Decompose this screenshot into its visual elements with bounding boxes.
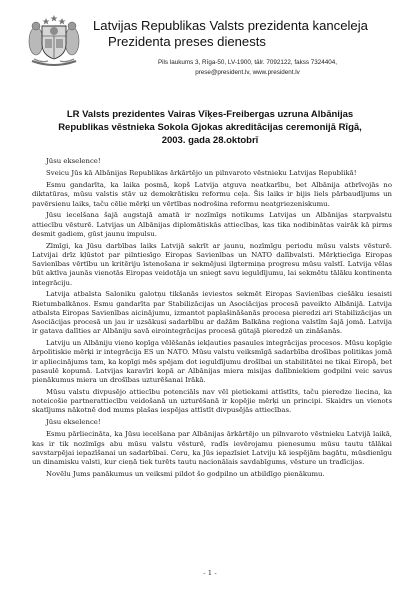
latvian-coat-of-arms-icon [26,11,82,67]
salutation: Jūsu ekselence! [46,418,101,427]
speech-paragraph: Esmu pārliecināta, ka Jūsu iecelšana par Albānijas ārkārtējo un pilnvaroto vēstnieku Latvijā laikā, kas ir tik nozīmīgs abu mūsu valstu vēsturē, radīs ievērojamu pienesumu mūsu tautu tālākai savstarpējai iepazīšanai un sadarbībai. Ceru, ka Jūs iepazīsiet Latviju kā iespējām bagātu, mūsdienīgu un dinamisku valsti, kur cieņā tiek turēts tautu nacionālais savdabīgums, vēsture un tradīcijas. [32,430,392,466]
speech-paragraph: Latvija atbalsta Saloniku galotņu tikšanās ieviestos sekmēt Eiropas Savienības ciešāku iesaisti Rietumbalkānos. Esmu gandarīta par Stabilizācijas un Asociācijas procesā paveikto Albānijā. Latvija atbalsta Eiropas Savienības aicinājumu, izmantot paplašināšanās procesa pieredzi ari Stabilizācijas un Asociācijas procesā un jau ir uzsākusi sadarbību ar dažām Balkāna reģiona valstīm šajā jomā. Latvija ir gatava dalīties ar Albāniju savā eirointegrācijas procesā gūtajā pieredzē un zināšanās. [32,290,392,336]
speech-paragraph: Sveicu Jūs kā Albānijas Republikas ārkārtējo un pilnvaroto vēstnieku Latvijas Republikā! [46,169,357,178]
letterhead [22,8,402,98]
page-number: - 1 - [203,569,217,577]
letterhead-text [93,18,402,78]
office-title: Latvijas Republikas Valsts prezidenta kanceleja [93,18,368,33]
speech-paragraph: Zīmīgi, ka Jūsu darbības laiks Latvijā sakrīt ar jaunu, nozīmīgu periodu mūsu valsts vēsturē. Latvijai drīz kļūstot par pilntiesīgo Eiropas Savienības un NATO dalībvalsti. Mērķtiecīga Eiropas Savienības vērtību un kritēriju īstenošana ir sekmējusi ilgtermiņa progresu mūsu valstī. Latvija vēlas būt aktīva jaunās vienotās Eiropas veidotāja un sniegt savu ieguldījumu, lai sekmētu tālāku kontinenta integrāciju. [32,241,392,287]
closing-paragraph: Novēlu Jums panākumus un veiksmi pildot šo godpilno un atbildīgo pienākumu. [46,469,325,478]
office-subtitle: Prezidenta preses dienests [108,34,266,49]
speech-paragraph: Jūsu iecelšana šajā augstajā amatā ir nozīmīgs notikums Latvijas un Albānijas starpvalstu attiecību vēsturē. Latvijas un Albānijas diplomātiskās attiecības, kas tika nodibinātas vairāk kā pirms desmit gadiem, gūst jaunu impulsu. [32,211,392,238]
office-address: Pils laukums 3, Rīga-50, LV-1900, tālr. 7092122, fakss 7324404, [157,59,338,66]
document-title [40,108,380,147]
salutation: Jūsu ekselence! [46,157,101,165]
document-title-line: LR Valsts prezidentes Vairas Vīķes-Freibergas uzruna Albānijas [66,109,354,120]
speech-paragraph: Esmu gandarīta, ka laika posmā, kopš Latvija atguva neatkarību, bet Albānija atbrīvojās no diktatūras, mūsu valstis stāv uz demokrātisku reformu ceļa. Šis laiks ir bijis liels pārbaudījums un pavērsienu laiks, taču cēlie mērķi un vērtības nodrošina reformu neatgriezeniskumu. [32,181,392,208]
speech-paragraph: Latviju un Albāniju vieno kopīga vēlēšanās iekļauties pasaules integrācijas procesos. Mūsu kopīgie ārpolitiskie mērķi ir integrācija ES un NATO. Mūsu valstu veiksmīgā sadarbība drošības politikas jomā ir apliecinājums tam, ka kopīgi mēs spējam dot ieguldījumu drošībai un stabilitātei ne tikai Eiropā, bet pasaulē kopumā. Latvijas karavīri kopā ar Albānijas miera misijas dalībniekiem godpilni veic savus pienākumus miera un drošības uzturēšanai Irākā. [32,339,392,384]
speech-body [32,157,392,482]
speech-paragraph: Mūsu valstu divpusējo attiecību potenciāls nav vēl pietiekami attīstīts, taču pieredze liecina, ka noteicošie partnerattiecību veidošanā un uzturēšanā ir kopējie mērķi un principi. Skaidrs un vienots skatījums nākotnē dod mums plašas iespējas attīstīt divpusējās attiecības. [32,387,392,415]
office-contacts: prese@president.lv, www.president.lv [195,69,300,76]
document-title-line: Republikas vēstnieka Sokola Gjokas akreditācijas ceremonijā Rīgā, [58,122,362,133]
document-title-line: 2003. gada 28.oktobrī [161,135,259,146]
